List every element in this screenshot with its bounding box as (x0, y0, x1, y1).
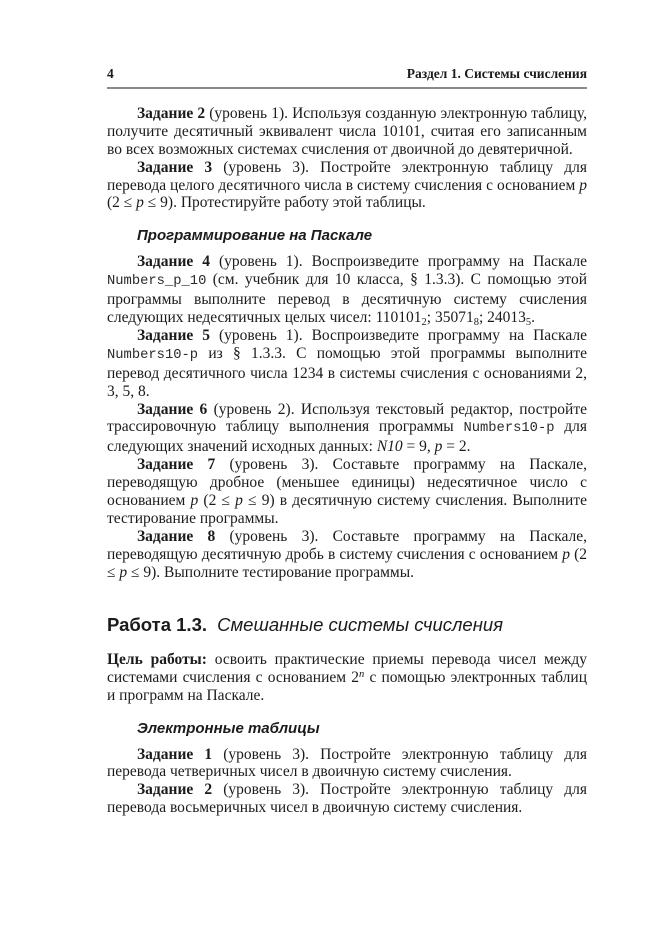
text-run: p (119, 563, 128, 581)
text-run: 2 (421, 317, 427, 329)
text-run: 5 (525, 317, 532, 329)
text-run: ; 35071 (426, 309, 474, 327)
paragraph-task-5-level-1 (107, 327, 587, 401)
text-run: (уровень 3). Постройте электронную таблицу для перевода восьмеричных чисел в двоичную систему счисления. (107, 781, 588, 817)
text-run: ; 24013 (478, 309, 526, 327)
text-run: Задание 8 (137, 527, 216, 545)
text-run: Задание 2 (137, 104, 206, 122)
text-run: ≤ 9). Протестируйте работу этой таблицы. (143, 194, 426, 212)
text-run: (уровень 1). Воспроизведите программу на Паскале (209, 253, 587, 271)
paragraph-work-goal (107, 651, 587, 705)
text-run: ≤ 9). Выполните тестирование программы. (127, 563, 415, 581)
text-run: освоить практические приемы перевода чисел между системами счисления с основанием 2 (107, 650, 588, 686)
text-run: Цель работы: (107, 650, 207, 668)
text-run: (см. учебник для 10 класса, § 1.3.3). С помощью этой программы выполните перевод в десятичную систему счисления следующих недесятичных целых чисел: 110101 (107, 271, 587, 327)
text-run: (уровень 1). Воспроизведите программу на Паскале (209, 326, 587, 344)
text-run: = 2. (442, 438, 471, 456)
text-run: для следующих значений исходных данных: (107, 418, 587, 456)
paragraph-task-8-level-3 (107, 528, 587, 582)
paragraph-task-7-level-3 (107, 456, 587, 528)
text-run: 8 (473, 317, 479, 329)
heading-pascal-programming: Программирование на Паскале (137, 227, 373, 245)
text-run: p (235, 492, 243, 510)
text-run: p (190, 492, 199, 510)
text-run: (2 ≤ (107, 545, 587, 581)
paragraph-spreadsheet-task-2 (107, 781, 587, 817)
page-header (107, 0, 587, 83)
text-run: Задание 5 (137, 326, 210, 344)
text-run: Задание 7 (137, 456, 216, 474)
paragraph-task-6-level-2 (107, 401, 587, 457)
text-run: . (531, 309, 536, 327)
text-run: ≤ 9) в десятичную систему счисления. Выполните тестирование программы. (107, 492, 587, 527)
heading-spreadsheets: Электронные таблицы (137, 719, 320, 737)
heading-work-1-3 (107, 614, 587, 636)
work-number: Работа 1.3. (107, 613, 207, 635)
text-run: Задание 3 (137, 158, 213, 176)
text-run: (уровень 3). Постройте электронную таблицу для перевода четверичных чисел в двоичную систему счисления. (107, 745, 588, 781)
running-title: Раздел 1. Системы счисления (406, 66, 587, 81)
text-run: (уровень 3). Составьте программу на Паскале, переводящую десятичную дробь в систему счисления с основанием (107, 527, 587, 563)
text-run: p (579, 176, 587, 194)
text-run: (2 ≤ (107, 194, 137, 212)
text-run: p (434, 438, 443, 456)
text-run: N10 (376, 438, 403, 456)
text-run: из § 1.3.3. С помощью этой программы выполните перевод десятичного числа 1234 в системы счисления с основаниями 2, 3, 5, 8. (107, 344, 587, 400)
text-run: Задание 1 (137, 745, 213, 763)
text-run: n (359, 668, 365, 680)
page-content (107, 105, 587, 817)
text-run: Задание 2 (137, 781, 213, 799)
text-run: Numbers_p_10 (107, 274, 207, 290)
header-divider (107, 87, 587, 89)
text-run: p (562, 545, 570, 563)
text-run: с помощью электронных таблиц и программ на Паскале. (107, 668, 587, 704)
page-number: 4 (107, 66, 114, 81)
work-title: Смешанные системы счисления (217, 613, 504, 635)
text-run: (2 ≤ (198, 492, 236, 510)
text-run: Numbers10-p (107, 347, 199, 363)
text-run: Задание 4 (137, 253, 210, 271)
text-run: Задание 6 (137, 400, 208, 418)
paragraph-spreadsheet-task-1 (107, 746, 587, 782)
text-run: (уровень 3). Составьте программу на Паскале, переводящую дробное (меньшее единицы) недесятичное число с основанием (107, 456, 587, 510)
text-run: = 9, (402, 438, 435, 456)
paragraph-task-3-level-3 (107, 159, 587, 213)
text-run: Numbers10-p (463, 421, 555, 437)
paragraph-task-2-level-1 (107, 105, 587, 159)
text-run: (уровень 3). Постройте электронную таблицу для перевода целого десятичного числа в систему счисления с основанием (107, 158, 588, 194)
text-run: p (136, 194, 144, 212)
text-run: (уровень 1). Используя созданную электронную таблицу, получите десятичный эквивалент числа 10101, считая его записанным во всех возможных системах счисления от двоичной до девятеричной. (107, 104, 587, 158)
text-run: (уровень 2). Используя текстовый редактор, постройте трассировочную таблицу выполнения программы (107, 400, 587, 436)
paragraph-task-4-level-1 (107, 253, 587, 327)
